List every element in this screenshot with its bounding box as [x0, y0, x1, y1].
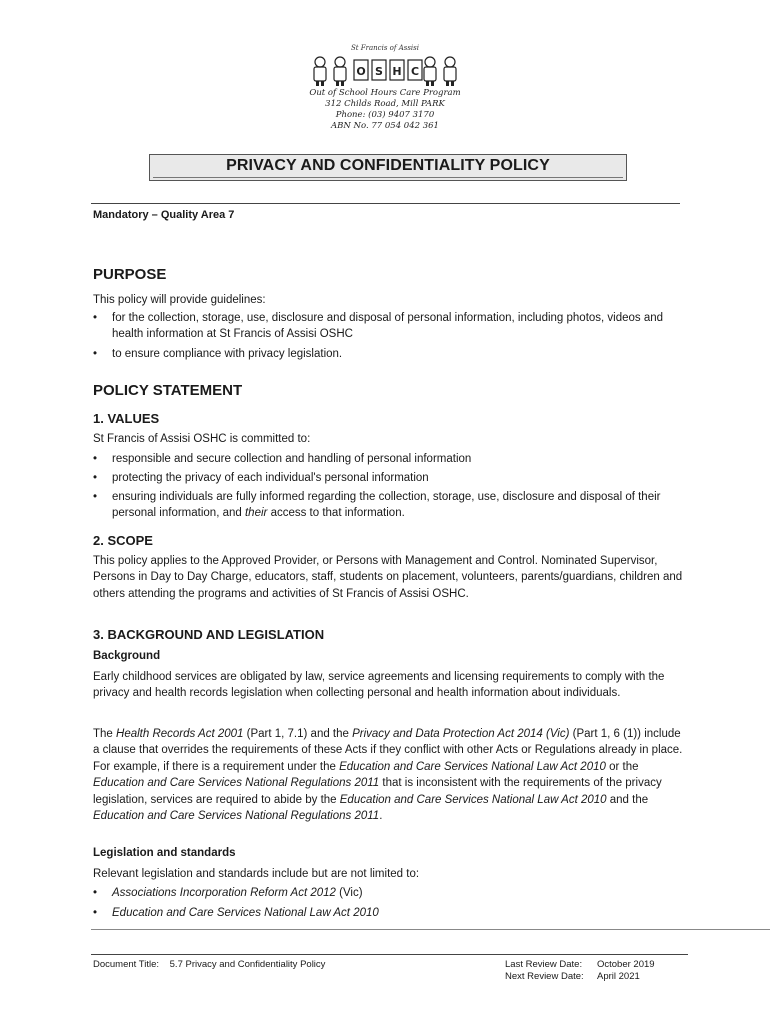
- legislation-subheading: Legislation and standards: [93, 847, 236, 859]
- scope-text: This policy applies to the Approved Provider, or Persons with Management and Control. Nominated Supervisor, Persons in Day to Day Charge, educators, staff, students on placement, volunteers, parents/guardians, children and others attending the programs and activities of St Francis of Assisi OSHC.: [93, 555, 683, 600]
- letterhead-phone: Phone: (03) 9407 3170: [335, 110, 435, 120]
- scope-heading: 2. SCOPE: [93, 533, 153, 548]
- footer-divider: [91, 954, 688, 955]
- next-review-label: Next Review Date:: [505, 971, 584, 982]
- bullet-dot: •: [93, 453, 98, 465]
- mandatory-label: Mandatory – Quality Area 7: [93, 209, 235, 221]
- bullet-dot: •: [93, 312, 98, 324]
- values-heading: 1. VALUES: [93, 411, 160, 426]
- last-review-label: Last Review Date:: [505, 959, 583, 970]
- policy-statement-heading: POLICY STATEMENT: [93, 382, 243, 399]
- background-paragraph-2: The Health Records Act 2001 (Part 1, 7.1) and the Privacy and Data Protection Act 2014 (Vic) (Part 1, 6 (1)) include a clause that overrides the requirements of these Acts if they conflict with other Acts or Regulations already in place. For example, if there is a requirement under the Education and Care Services National Law Act 2010 or the Education and Care Services National Regulations 2011 that is inconsistent with the requirements of the privacy legislation, services are required to abide by the Education and Care Services National Law Act 2010 and the Education and Care Services National Regulations 2011.: [93, 728, 683, 823]
- content-end-divider: [91, 929, 770, 930]
- values-intro: St Francis of Assisi OSHC is committed to:: [93, 433, 311, 445]
- bullet-dot: •: [93, 491, 98, 503]
- last-review-value: October 2019: [597, 959, 655, 970]
- letterhead: [300, 44, 470, 132]
- bullet-dot: •: [93, 887, 98, 899]
- letterhead-abn: ABN No. 77 054 042 361: [331, 121, 439, 131]
- background-heading: 3. BACKGROUND AND LEGISLATION: [93, 627, 325, 642]
- title-box: [149, 154, 627, 181]
- values-bullet-text: ensuring individuals are fully informed regarding the collection, storage, use, disclosure and disposal of their personal information, and their access to that information.: [112, 491, 661, 520]
- legislation-bullet-text: Associations Incorporation Reform Act 2012 (Vic): [112, 887, 363, 899]
- bullet-dot: •: [93, 472, 98, 484]
- footer-doc-title-label: Document Title:: [93, 959, 159, 970]
- emphasis-their: their: [244, 507, 268, 520]
- footer-doc-title-value: 5.7 Privacy and Confidentiality Policy: [169, 959, 326, 970]
- logo-letter-o: O: [356, 65, 366, 78]
- values-bullet-text: responsible and secure collection and handling of personal information: [112, 453, 472, 465]
- footer-document-title: [93, 959, 333, 970]
- logo-letter-c: C: [410, 65, 420, 78]
- letterhead-program: Out of School Hours Care Program: [309, 88, 461, 98]
- legislation-bullet-text: Education and Care Services National Law Act 2010: [112, 907, 379, 919]
- letterhead-address: 312 Childs Road, Mill PARK: [325, 99, 445, 109]
- title-underline: [153, 177, 623, 178]
- purpose-bullet-text: for the collection, storage, use, disclosure and disposal of personal information, including photos, videos and health information at St Francis of Assisi OSHC: [112, 312, 664, 341]
- values-bullet-text: protecting the privacy of each individual's personal information: [112, 472, 429, 484]
- purpose-bullet-text: to ensure compliance with privacy legislation.: [112, 348, 343, 360]
- purpose-intro: This policy will provide guidelines:: [93, 294, 266, 306]
- header-divider: [91, 203, 680, 204]
- logo-letter-s: S: [375, 65, 383, 78]
- oshc-children-logo: [310, 54, 460, 88]
- background-subheading: Background: [93, 650, 161, 662]
- letterhead-script-name: St Francis of Assisi: [350, 44, 420, 52]
- legislation-intro: Relevant legislation and standards include but are not limited to:: [93, 868, 420, 880]
- purpose-heading: PURPOSE: [93, 266, 167, 283]
- bullet-dot: •: [93, 348, 98, 360]
- background-paragraph-1: Early childhood services are obligated by law, service agreements and licensing requirements to comply with the privacy and health records legislation when collecting personal and health information about individuals.: [93, 671, 665, 700]
- next-review-value: April 2021: [597, 971, 640, 982]
- footer-review-dates: [505, 959, 655, 983]
- bullet-dot: •: [93, 907, 98, 919]
- logo-letter-h: H: [392, 65, 402, 78]
- page-title: PRIVACY AND CONFIDENTIALITY POLICY: [226, 157, 550, 174]
